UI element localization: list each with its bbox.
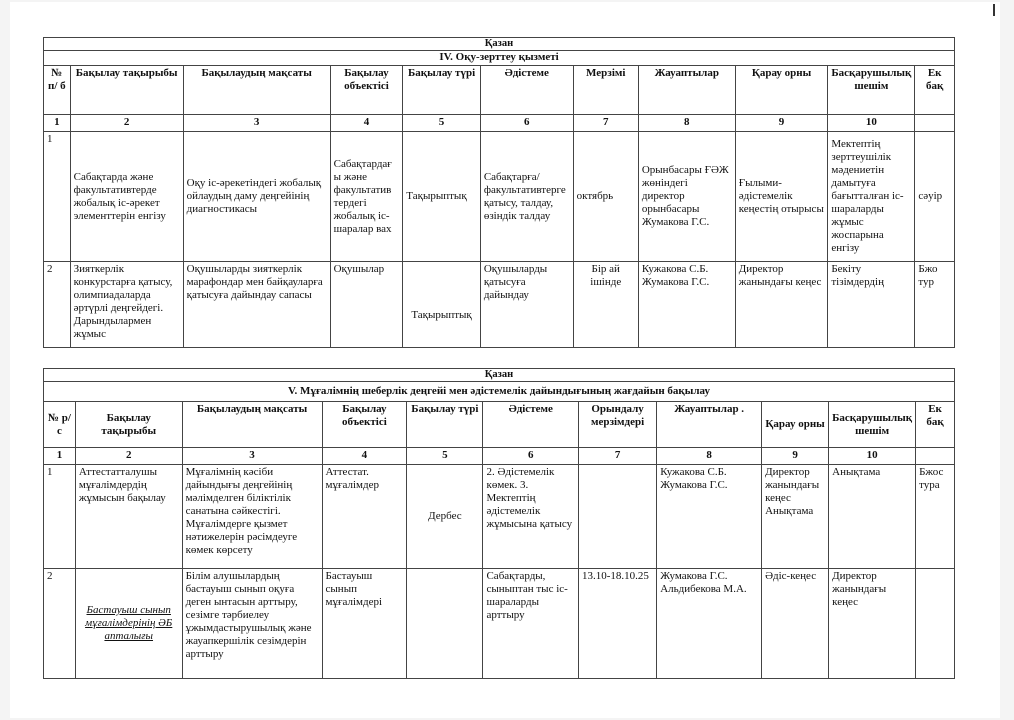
row-number: 1 [44,132,71,262]
header-cell: Бақылау түрі [403,66,481,115]
header-cell: Әдістеме [483,402,578,448]
table-iv-frame [43,37,955,349]
header-cell: Бақылау объектісі [330,66,403,115]
header-cell: Басқарушылық шешім [829,402,916,448]
column-number: 6 [480,115,573,132]
responsible: Кужакова С.Б. Жумакова Г.С. [657,465,762,569]
control-method: Сабақтарға/факультативтерге қатысу, талдау, өзіндік талдау [480,132,573,262]
column-number: 8 [657,448,762,465]
header-cell: Бақылау тақырыбы [70,66,183,115]
management-decision: Мектептің зерттеушілік мәдениетін дамытуға бағытталған іс-шараларды жұмыс жоспарына енгізу [828,132,915,262]
header-cell: Бақылау тақырыбы [75,402,182,448]
column-number: 2 [70,115,183,132]
column-number: 1 [44,115,71,132]
header-cell: Жауаптылар [638,66,735,115]
management-decision: Директор жанындағы кеңес [829,569,916,679]
control-goal: Мұғалімнің кәсіби дайындығы деңгейінің мәлімделген біліктілік санатына сәйкестігі. Мұғалімдерге қызмет нәтижелерін рәсімдеуге көмек көрсету [182,465,322,569]
header-cell: № р/с [44,402,76,448]
column-number: 3 [183,115,330,132]
column-number: 10 [828,115,915,132]
column-number: 10 [829,448,916,465]
control-object: Оқушылар [330,262,403,348]
header-cell: Ек бақ [915,66,955,115]
control-term: Бір ай ішінде [573,262,638,348]
control-object: Аттестат. мұғалімдер [322,465,407,569]
control-topic: Бастауыш сынып мұғалімдерінің ӘБ апталығы [75,569,182,679]
control-term: октябрь [573,132,638,262]
column-number [916,448,955,465]
header-cell: Бақылау объектісі [322,402,407,448]
table-v-frame [43,368,955,696]
control-method: Сабақтарды, сыныптан тыс іс-шараларды арттыру [483,569,578,679]
column-number: 5 [407,448,483,465]
header-cell: Орындалу мерзімдері [578,402,656,448]
review-place: Директор жанындағы кеңес Анықтама [762,465,829,569]
column-number: 7 [573,115,638,132]
section-title: IV. Оқу-зерттеу қызметі [44,51,955,66]
responsible: Орынбасары ҒӘЖ жөніндегі директор орынбасары Жумакова Г.С. [638,132,735,262]
responsible: Кужакова С.Б. Жумакова Г.С. [638,262,735,348]
control-method: 2. Әдістемелік көмек. 3. Мектептің әдістемелік жұмысына қатысу [483,465,578,569]
table-row [44,465,955,569]
control-object: Сабақтардағ ы және факультатив тердегі жобалық іс-шаралар вах [330,132,403,262]
responsible: Жумакова Г.С. Альдибекова М.А. [657,569,762,679]
row-number: 2 [44,569,76,679]
row-number: 1 [44,465,76,569]
table-row [44,132,955,262]
control-term: 13.10-18.10.25 [578,569,656,679]
column-number: 3 [182,448,322,465]
extra-column [916,569,955,679]
header-cell: Қарау орны [762,402,829,448]
management-decision: Бекіту тізімдердің [828,262,915,348]
section-title: V. Мұғалімнің шеберлік деңгейі мен әдістемелік дайындығының жағдайын бақылау [44,382,955,402]
header-cell: Жауаптылар . [657,402,762,448]
table-iv-research [43,37,955,348]
row-number: 2 [44,262,71,348]
column-number: 9 [762,448,829,465]
control-type: Тақырыптық [403,262,481,348]
control-type: Дербес [407,465,483,569]
control-type: Тақырыптық [403,132,481,262]
column-number: 5 [403,115,481,132]
header-cell: Қарау орны [735,66,828,115]
header-cell: Бақылаудың мақсаты [183,66,330,115]
extra-column: Бжос тура [916,465,955,569]
control-topic: Аттестатталушы мұғалімдердің жұмысын бақылау [75,465,182,569]
column-number: 6 [483,448,578,465]
header-cell: Басқарушылық шешім [828,66,915,115]
extra-column: Бжо тур [915,262,955,348]
table-v-teacher-skill [43,368,955,679]
control-object: Бастауыш сынып мұғалімдері [322,569,407,679]
header-cell: Әдістеме [480,66,573,115]
control-method: Оқушыларды қатысуға дайындау [480,262,573,348]
column-number [915,115,955,132]
review-place: Директор жанындағы кеңес [735,262,828,348]
column-number: 2 [75,448,182,465]
header-cell: Бақылау түрі [407,402,483,448]
control-type [407,569,483,679]
table-row [44,569,955,679]
review-place: Әдіс-кеңес [762,569,829,679]
month-label: Қазан [44,369,955,382]
month-label: Қазан [44,38,955,51]
control-goal: Оқу іс-әрекетіндегі жобалық ойлаудың даму деңгейінің диагностикасы [183,132,330,262]
header-cell: № п/ б [44,66,71,115]
header-cell: Ек бақ [916,402,955,448]
control-topic: Зияткерлік конкурстарға қатысу, олимпиадаларда әртүрлі деңгейдегі. Дарындылармен жұмыс [70,262,183,348]
scan-edge-mark [993,4,995,16]
control-goal: Білім алушылардың бастауыш сынып оқуға деген ынтасын арттыру, сезімге тәрбиелеу ұжымдастырушылық және жауапкершілік сезімдерін арттыру [182,569,322,679]
column-number: 9 [735,115,828,132]
control-topic: Сабақтарда және факультативтерде жобалық іс-әрекет элементтерін енгізу [70,132,183,262]
table-row [44,262,955,348]
review-place: Ғылыми-әдістемелік кеңестің отырысы [735,132,828,262]
column-number: 1 [44,448,76,465]
column-number: 7 [578,448,656,465]
column-number: 4 [330,115,403,132]
column-number: 8 [638,115,735,132]
header-cell: Бақылаудың мақсаты [182,402,322,448]
extra-column: сәуір [915,132,955,262]
control-term [578,465,656,569]
column-number: 4 [322,448,407,465]
control-goal: Оқушыларды зияткерлік марафондар мен байқауларға қатысуға дайындау сапасы [183,262,330,348]
header-cell: Мерзімі [573,66,638,115]
management-decision: Анықтама [829,465,916,569]
